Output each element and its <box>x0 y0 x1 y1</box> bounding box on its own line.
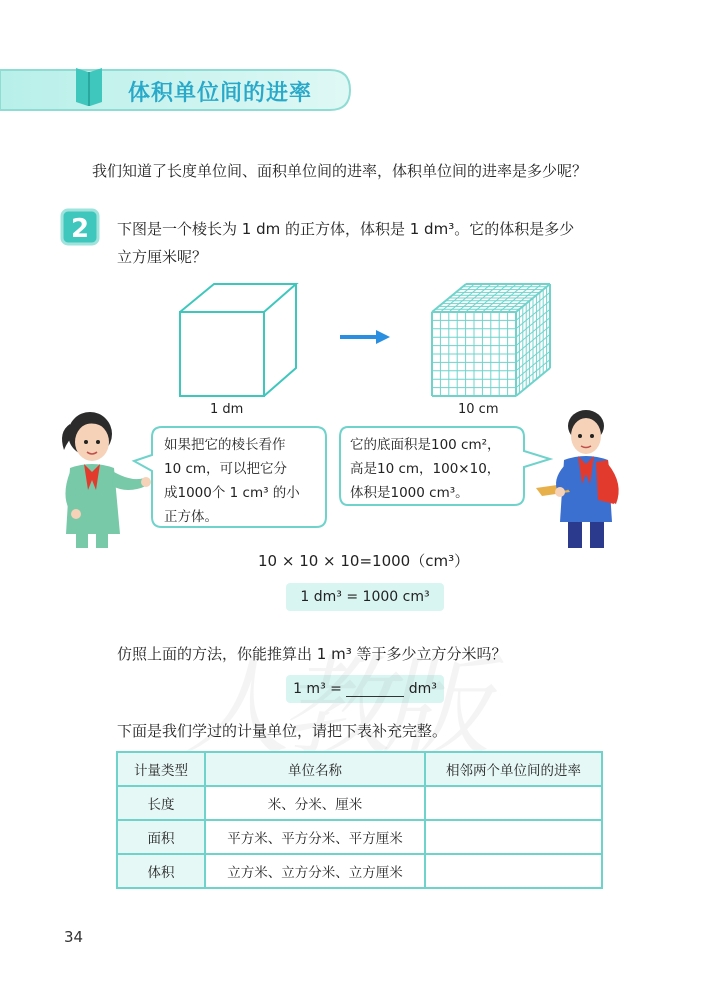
cube-right-label: 10 cm <box>458 402 499 417</box>
table-cell-units: 立方米、立方分米、立方厘米 <box>205 854 425 888</box>
formula: 10 × 10 × 10=1000（cm³） <box>258 552 470 570</box>
units-table <box>116 751 603 889</box>
table-cell-units: 平方米、平方分米、平方厘米 <box>205 820 425 854</box>
cube-outline <box>176 280 300 400</box>
table-cell-rate-input[interactable] <box>425 786 602 820</box>
boy-illustration <box>534 404 634 548</box>
table-header-units: 单位名称 <box>205 752 425 786</box>
boy-bubble-line-2: 高是10 cm，100×10， <box>350 461 501 477</box>
question-line-1: 下图是一个棱长为 1 dm 的正方体，体积是 1 dm³。它的体积是多少 <box>117 220 575 238</box>
table-intro: 下面是我们学过的计量单位，请把下表补充完整。 <box>117 722 448 740</box>
result-text: 1 dm³ = 1000 cm³ <box>300 589 430 605</box>
girl-bubble-line-1: 如果把它的棱长看作 <box>164 437 286 453</box>
boy-bubble-line-1: 它的底面积是100 cm²， <box>350 437 501 453</box>
cube-grid <box>428 280 554 400</box>
boy-bubble-line-3: 体积是1000 cm³。 <box>350 485 469 501</box>
intro-text: 我们知道了长度单位间、面积单位间的进率，体积单位间的进率是多少呢？ <box>92 162 588 180</box>
example-number-badge <box>60 208 100 246</box>
arrow-right-icon <box>340 330 390 344</box>
table-row <box>117 786 602 820</box>
table-header-rate: 相邻两个单位间的进率 <box>425 752 602 786</box>
table-cell-kind: 体积 <box>117 854 205 888</box>
practice-eq-left: 1 m³ = <box>293 681 342 697</box>
girl-bubble-line-3: 成1000个 1 cm³ 的小 <box>164 485 300 501</box>
section-title: 体积单位间的进率 <box>128 81 313 106</box>
result-box <box>286 583 444 611</box>
cube-left-label: 1 dm <box>210 402 244 417</box>
girl-bubble-text <box>164 433 300 529</box>
practice-eq-right: dm³ <box>408 681 437 697</box>
question-line-2: 立方厘米呢？ <box>117 248 208 266</box>
table-cell-kind: 长度 <box>117 786 205 820</box>
table-row <box>117 820 602 854</box>
book-icon <box>76 68 102 106</box>
table-cell-kind: 面积 <box>117 820 205 854</box>
table-cell-units: 米、分米、厘米 <box>205 786 425 820</box>
table-row <box>117 854 602 888</box>
practice-prompt: 仿照上面的方法，你能推算出 1 m³ 等于多少立方分米吗？ <box>117 645 507 663</box>
girl-bubble-line-4: 正方体。 <box>164 509 218 525</box>
table-header-kind: 计量类型 <box>117 752 205 786</box>
girl-bubble-line-2: 10 cm，可以把它分 <box>164 461 288 477</box>
page-number: 34 <box>64 928 84 946</box>
example-number: 2 <box>70 214 90 244</box>
table-cell-rate-input[interactable] <box>425 854 602 888</box>
table-header-row <box>117 752 602 786</box>
boy-bubble-text <box>350 433 501 505</box>
table-cell-rate-input[interactable] <box>425 820 602 854</box>
